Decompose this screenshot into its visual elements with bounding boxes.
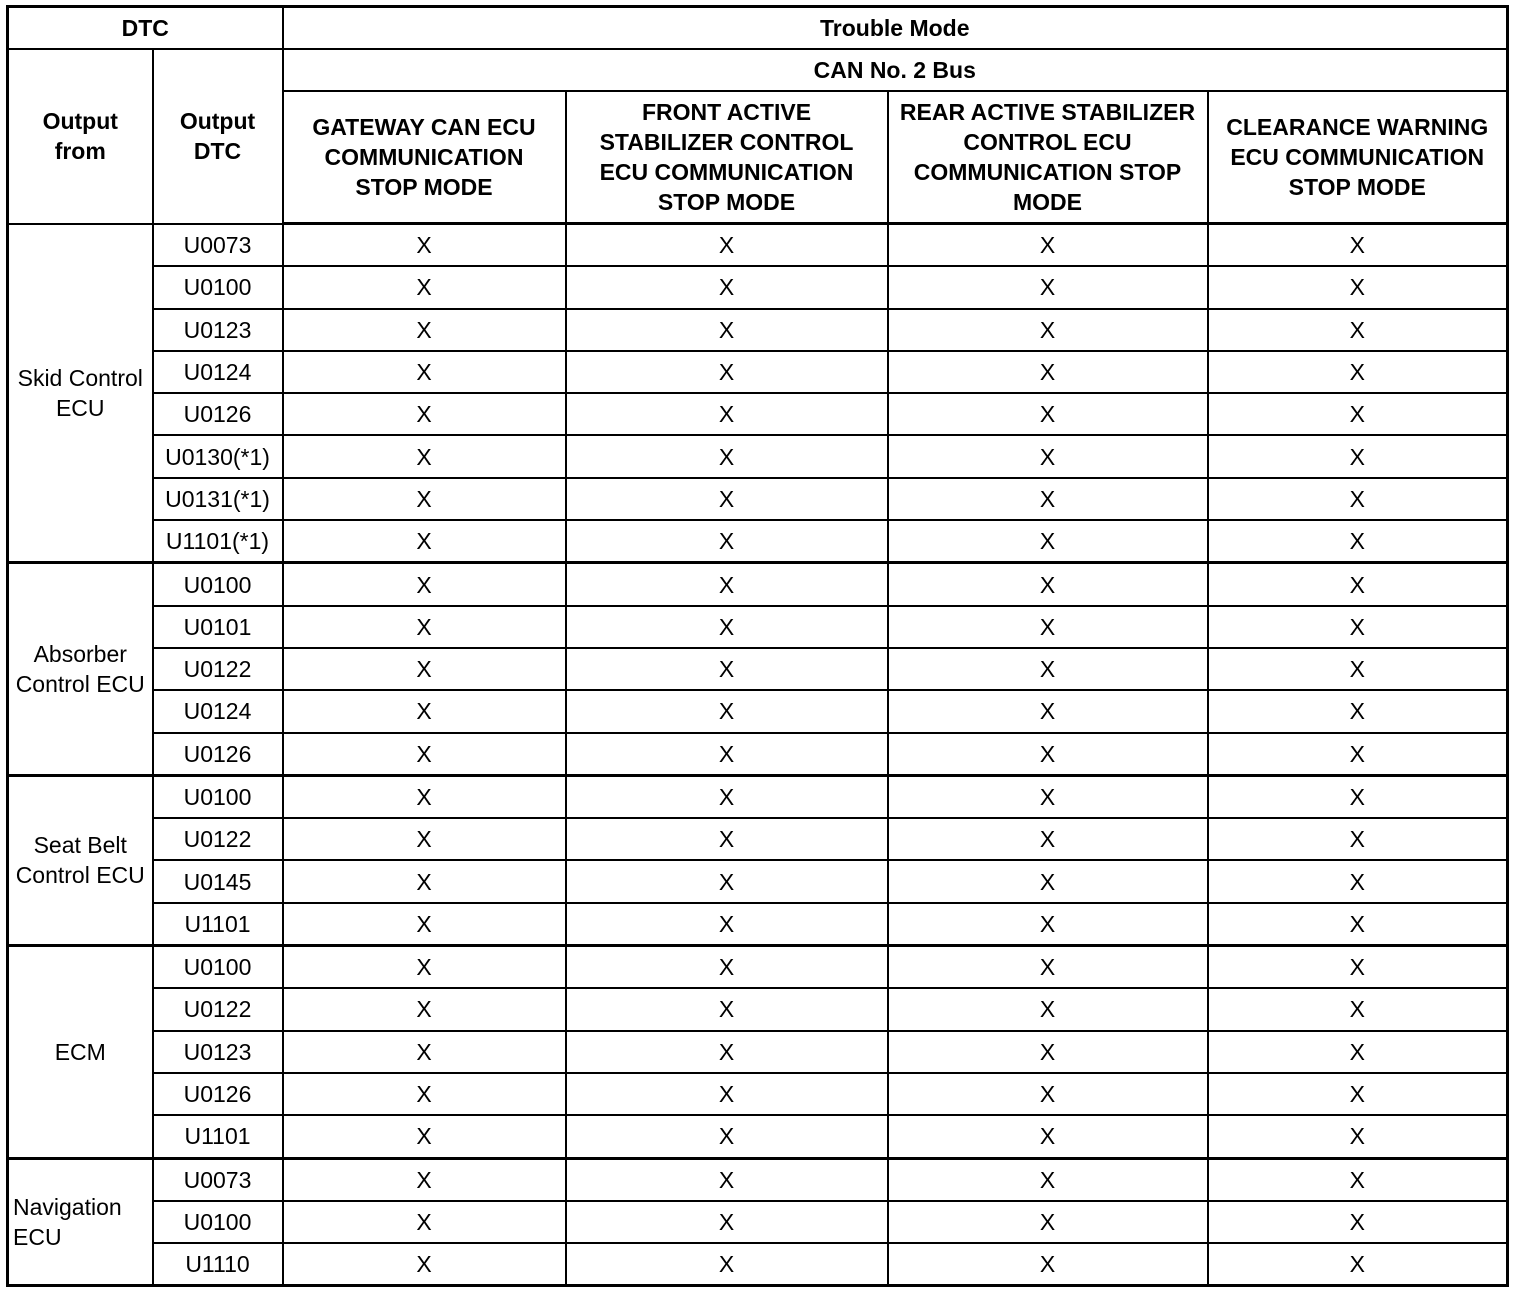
mode-mark-cell: X (283, 733, 566, 776)
output-from-cell: Skid Control ECU (8, 224, 153, 563)
mode-mark-cell: X (566, 818, 888, 860)
table-row (8, 690, 1508, 732)
mode-mark-cell: X (566, 1243, 888, 1286)
mode-header-front-stabilizer: FRONT ACTIVE STABILIZER CONTROL ECU COMMUNICATION STOP MODE (566, 91, 888, 224)
mode-mark-cell: X (283, 1201, 566, 1243)
mode-mark-cell: X (283, 478, 566, 520)
mode-mark-cell: X (283, 1158, 566, 1201)
table-row (8, 818, 1508, 860)
mode-header-rear-stabilizer: REAR ACTIVE STABILIZER CONTROL ECU COMMUNICATION STOP MODE (888, 91, 1208, 224)
mode-mark-cell: X (566, 351, 888, 393)
mode-mark-cell: X (1208, 351, 1508, 393)
output-dtc-cell: U0122 (153, 648, 283, 690)
table-row (8, 648, 1508, 690)
output-dtc-cell: U0100 (153, 775, 283, 818)
mode-mark-cell: X (888, 224, 1208, 267)
mode-mark-cell: X (888, 1073, 1208, 1115)
mode-mark-cell: X (283, 606, 566, 648)
mode-mark-cell: X (888, 988, 1208, 1030)
table-row (8, 309, 1508, 351)
output-dtc-cell: U0145 (153, 860, 283, 902)
mode-mark-cell: X (1208, 690, 1508, 732)
mode-mark-cell: X (888, 478, 1208, 520)
mode-mark-cell: X (888, 648, 1208, 690)
mode-mark-cell: X (1208, 606, 1508, 648)
table-body (8, 224, 1508, 1286)
mode-mark-cell: X (566, 1201, 888, 1243)
mode-mark-cell: X (283, 1073, 566, 1115)
table-row (8, 478, 1508, 520)
mode-mark-cell: X (1208, 946, 1508, 989)
mode-mark-cell: X (283, 775, 566, 818)
mode-mark-cell: X (566, 563, 888, 606)
output-dtc-cell: U0101 (153, 606, 283, 648)
mode-mark-cell: X (888, 690, 1208, 732)
mode-mark-cell: X (566, 393, 888, 435)
table-row (8, 946, 1508, 989)
table-row (8, 266, 1508, 308)
output-dtc-cell: U1110 (153, 1243, 283, 1286)
mode-mark-cell: X (283, 903, 566, 946)
output-from-cell: Absorber Control ECU (8, 563, 153, 775)
mode-mark-cell: X (566, 733, 888, 776)
mode-mark-cell: X (888, 903, 1208, 946)
mode-mark-cell: X (566, 690, 888, 732)
output-dtc-header: Output DTC (153, 49, 283, 224)
mode-mark-cell: X (566, 606, 888, 648)
mode-mark-cell: X (888, 351, 1208, 393)
table-row (8, 903, 1508, 946)
mode-mark-cell: X (1208, 266, 1508, 308)
mode-mark-cell: X (283, 1115, 566, 1158)
mode-mark-cell: X (1208, 520, 1508, 563)
output-from-cell: Seat Belt Control ECU (8, 775, 153, 945)
mode-mark-cell: X (283, 1243, 566, 1286)
output-dtc-cell: U0126 (153, 733, 283, 776)
mode-mark-cell: X (283, 520, 566, 563)
mode-mark-cell: X (888, 1031, 1208, 1073)
mode-mark-cell: X (283, 860, 566, 902)
output-dtc-cell: U0100 (153, 563, 283, 606)
mode-mark-cell: X (1208, 435, 1508, 477)
output-dtc-cell: U0122 (153, 818, 283, 860)
mode-mark-cell: X (566, 860, 888, 902)
mode-mark-cell: X (888, 309, 1208, 351)
mode-mark-cell: X (1208, 1073, 1508, 1115)
mode-mark-cell: X (566, 903, 888, 946)
output-dtc-cell: U0124 (153, 690, 283, 732)
output-dtc-cell: U1101 (153, 903, 283, 946)
mode-mark-cell: X (888, 520, 1208, 563)
output-dtc-cell: U1101 (153, 1115, 283, 1158)
mode-mark-cell: X (888, 946, 1208, 989)
mode-mark-cell: X (1208, 224, 1508, 267)
output-dtc-cell: U1101(*1) (153, 520, 283, 563)
mode-mark-cell: X (1208, 903, 1508, 946)
mode-mark-cell: X (283, 818, 566, 860)
mode-mark-cell: X (283, 224, 566, 267)
mode-mark-cell: X (1208, 860, 1508, 902)
mode-mark-cell: X (566, 520, 888, 563)
mode-mark-cell: X (888, 1243, 1208, 1286)
mode-mark-cell: X (283, 393, 566, 435)
output-dtc-cell: U0124 (153, 351, 283, 393)
mode-mark-cell: X (1208, 1201, 1508, 1243)
mode-mark-cell: X (888, 1115, 1208, 1158)
table-row (8, 393, 1508, 435)
table-row (8, 1201, 1508, 1243)
output-dtc-cell: U0100 (153, 266, 283, 308)
mode-mark-cell: X (888, 733, 1208, 776)
mode-mark-cell: X (1208, 1158, 1508, 1201)
table-row (8, 606, 1508, 648)
table-row (8, 775, 1508, 818)
mode-mark-cell: X (1208, 563, 1508, 606)
table-row (8, 351, 1508, 393)
mode-mark-cell: X (1208, 1243, 1508, 1286)
mode-mark-cell: X (1208, 775, 1508, 818)
output-dtc-cell: U0130(*1) (153, 435, 283, 477)
mode-mark-cell: X (566, 946, 888, 989)
table-row (8, 1031, 1508, 1073)
mode-mark-cell: X (566, 1031, 888, 1073)
table-row (8, 563, 1508, 606)
dtc-trouble-mode-table (6, 5, 1509, 1287)
mode-mark-cell: X (283, 690, 566, 732)
mode-mark-cell: X (566, 224, 888, 267)
mode-mark-cell: X (1208, 478, 1508, 520)
mode-mark-cell: X (283, 435, 566, 477)
mode-mark-cell: X (283, 563, 566, 606)
output-dtc-cell: U0126 (153, 1073, 283, 1115)
mode-mark-cell: X (888, 563, 1208, 606)
table-row (8, 1115, 1508, 1158)
mode-mark-cell: X (888, 606, 1208, 648)
mode-mark-cell: X (566, 1158, 888, 1201)
mode-mark-cell: X (1208, 1031, 1508, 1073)
dtc-header: DTC (8, 7, 283, 50)
output-dtc-cell: U0073 (153, 224, 283, 267)
mode-mark-cell: X (888, 435, 1208, 477)
mode-mark-cell: X (283, 351, 566, 393)
mode-mark-cell: X (566, 988, 888, 1030)
can-bus-header: CAN No. 2 Bus (283, 49, 1508, 91)
output-dtc-cell: U0126 (153, 393, 283, 435)
mode-mark-cell: X (566, 1115, 888, 1158)
output-dtc-cell: U0123 (153, 1031, 283, 1073)
output-dtc-cell: U0131(*1) (153, 478, 283, 520)
mode-mark-cell: X (566, 648, 888, 690)
mode-mark-cell: X (1208, 648, 1508, 690)
output-from-cell: Navigation ECU (8, 1158, 153, 1286)
table-row (8, 520, 1508, 563)
output-from-cell: ECM (8, 946, 153, 1158)
output-dtc-cell: U0073 (153, 1158, 283, 1201)
mode-mark-cell: X (566, 775, 888, 818)
mode-mark-cell: X (283, 946, 566, 989)
mode-mark-cell: X (566, 478, 888, 520)
table-row (8, 224, 1508, 267)
mode-mark-cell: X (888, 1201, 1208, 1243)
output-from-header: Output from (8, 49, 153, 224)
mode-mark-cell: X (888, 860, 1208, 902)
mode-mark-cell: X (1208, 393, 1508, 435)
mode-header-clearance-warning: CLEARANCE WARNING ECU COMMUNICATION STOP MODE (1208, 91, 1508, 224)
table-row (8, 860, 1508, 902)
mode-mark-cell: X (888, 775, 1208, 818)
mode-mark-cell: X (1208, 733, 1508, 776)
output-dtc-cell: U0100 (153, 1201, 283, 1243)
table-row (8, 1158, 1508, 1201)
mode-mark-cell: X (1208, 988, 1508, 1030)
output-dtc-cell: U0123 (153, 309, 283, 351)
mode-mark-cell: X (566, 1073, 888, 1115)
mode-mark-cell: X (888, 818, 1208, 860)
mode-mark-cell: X (283, 648, 566, 690)
mode-mark-cell: X (283, 1031, 566, 1073)
mode-mark-cell: X (1208, 1115, 1508, 1158)
table-row (8, 1073, 1508, 1115)
mode-mark-cell: X (888, 393, 1208, 435)
mode-mark-cell: X (283, 266, 566, 308)
mode-mark-cell: X (283, 309, 566, 351)
mode-mark-cell: X (888, 266, 1208, 308)
output-dtc-cell: U0122 (153, 988, 283, 1030)
mode-mark-cell: X (283, 988, 566, 1030)
mode-header-gateway: GATEWAY CAN ECU COMMUNICATION STOP MODE (283, 91, 566, 224)
table-row (8, 435, 1508, 477)
mode-mark-cell: X (1208, 818, 1508, 860)
mode-mark-cell: X (566, 266, 888, 308)
mode-mark-cell: X (1208, 309, 1508, 351)
table-row (8, 1243, 1508, 1286)
mode-mark-cell: X (888, 1158, 1208, 1201)
trouble-mode-header: Trouble Mode (283, 7, 1508, 50)
output-dtc-cell: U0100 (153, 946, 283, 989)
mode-mark-cell: X (566, 309, 888, 351)
table-row (8, 733, 1508, 776)
table-row (8, 988, 1508, 1030)
mode-mark-cell: X (566, 435, 888, 477)
